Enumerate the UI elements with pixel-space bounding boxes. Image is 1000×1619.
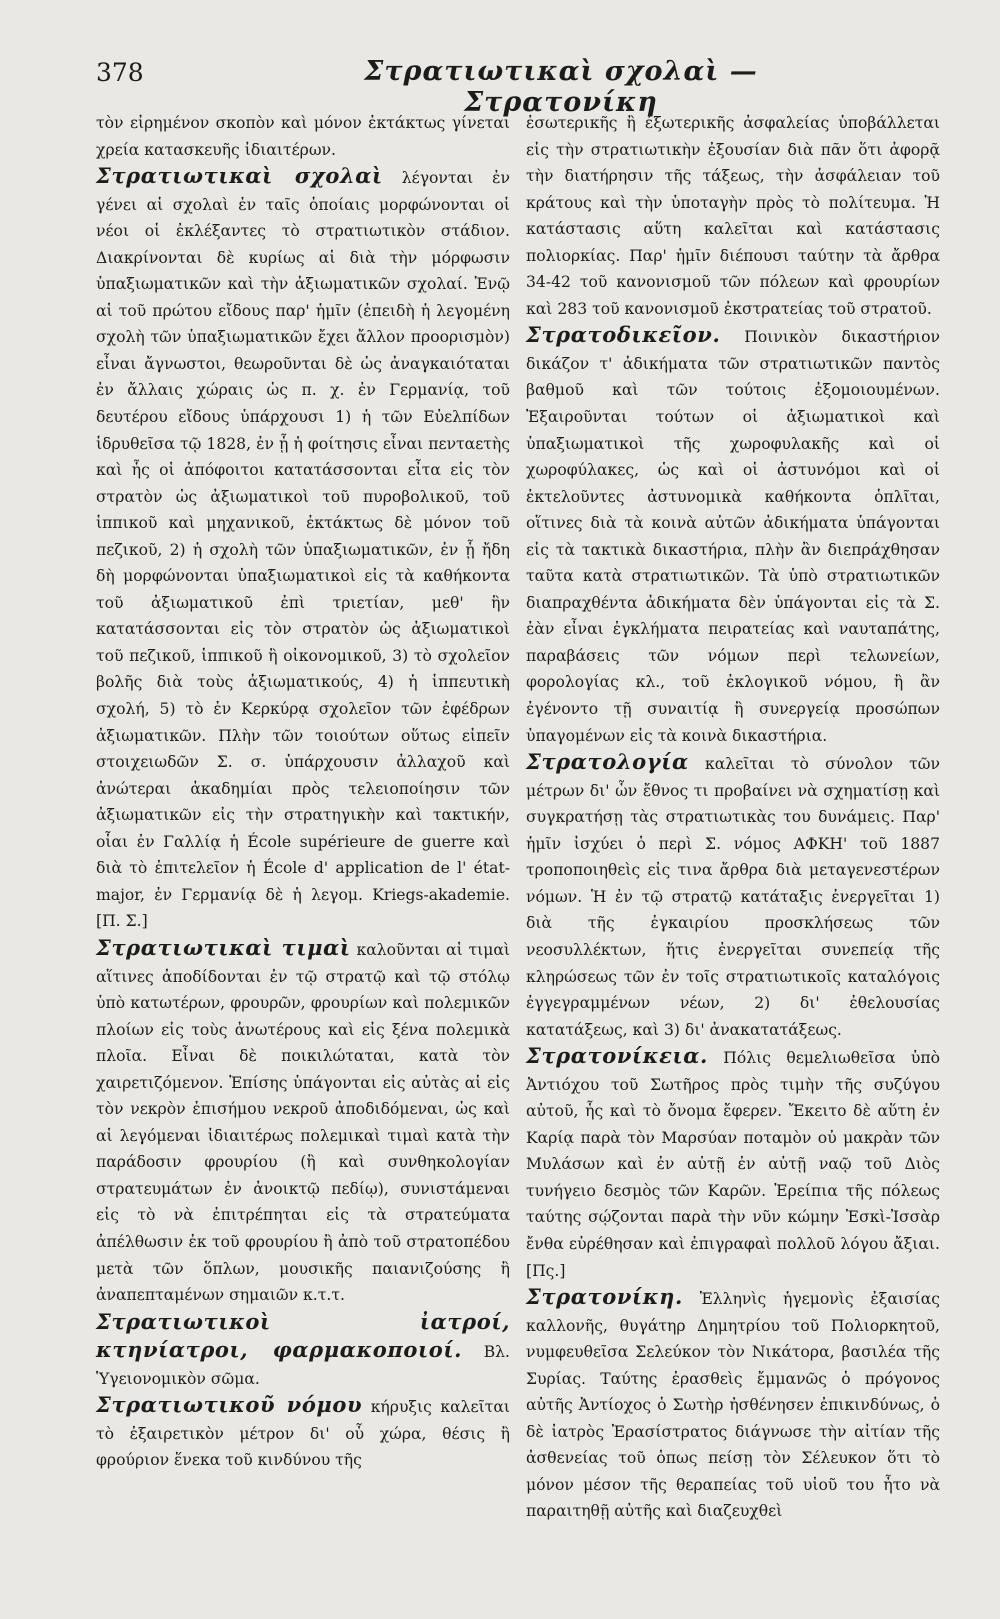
- dictionary-entry: [96, 163, 510, 935]
- entry-body: λέγονται ἐν γένει αἱ σχολαὶ ἐν ταῖς ὁποίαις μορφώνονται οἱ νέοι οἱ ἐκλέξαντες τὸ στρατιωτικὸν στάδιον. Διακρίνονται δὲ κυρίως αἱ διὰ τὴν μόρφωσιν ὑπαξιωματικῶν καὶ τὴν ἀξιωματικῶν σχολαί. Ἐνῷ αἱ τοῦ πρώτου εἴδους παρ' ἡμῖν (ἐπειδὴ ἡ λεγομένη σχολὴ τῶν ὑπαξιωματικῶν ἔχει ἄλλον προορισμὸν) εἶναι ἄγνωστοι, θεωροῦνται δὲ ὡς ἀναγκαιόταται ἐν ἄλλαις χώραις ὡς π. χ. ἐν Γερμανίᾳ, τοῦ δευτέρου εἴδους ὑπάρχουσι 1) ἡ τῶν Εὐελπίδων ἱδρυθεῖσα τῷ 1828, ἐν ᾗ ἡ φοίτησις εἶναι πενταετὴς καὶ ἧς οἱ ἀπόφοιτοι κατατάσσονται εἶτα εἰς τὸν στρατὸν ὡς ἀξιωματικοὶ τοῦ πυροβολικοῦ, τοῦ ἱππικοῦ καὶ μηχανικοῦ, ἐκτάκτως δὲ μόνον τοῦ πεζικοῦ, 2) ἡ σχολὴ τῶν ὑπαξιωματικῶν, ἐν ᾗ ἤδη δὴ μορφώνονται ὑπαξιωματικοὶ εἰς τὰ καθήκοντα τοῦ ἀξιωματικοῦ ἐπὶ τριετίαν, μεθ' ἣν κατατάσσονται εἰς τὸν στρατὸν ὡς ἀξιωματικοὶ τοῦ πεζικοῦ, ἱππικοῦ ἢ οἰκονομικοῦ, 3) τὸ σχολεῖον βολῆς διὰ τοὺς ἀξιωματικούς, 4) ἡ ἱππευτικὴ σχολή, 5) τὸ ἐν Κερκύρᾳ σχολεῖον τῶν ἐφέδρων ἀξιωματικῶν. Πλὴν τῶν τοιούτων οὕτως εἰπεῖν στοιχειωδῶν Σ. σ. ὑπάρχουσιν ἀλλαχοῦ καὶ ἀνώτεραι ἀκαδημίαι πρὸς τελειοποίησιν τῶν ἀξιωματικῶν εἰς τὴν στρατηγικὴν καὶ τακτικήν, οἷαι ἐν Γαλλίᾳ ἡ École supérieure de guerre καὶ διὰ τὸ ἐπιτελεῖον ἡ École d' application de l' état-major, ἐν Γερμανίᾳ δὲ ἡ λεγομ. Kriegs-akademie. [Π. Σ.]: [96, 169, 510, 931]
- entry-headword: Στρατολογία: [526, 749, 689, 775]
- continued-text: [526, 110, 940, 322]
- dictionary-entry: [526, 749, 940, 1043]
- continued-text: [96, 110, 510, 163]
- left-column: [96, 110, 510, 1474]
- entry-body: Πόλις θεμελιωθεῖσα ὑπὸ Ἀντιόχου τοῦ Σωτῆρος πρὸς τιμὴν τῆς συζύγου αὐτοῦ, ἧς καὶ τὸ ὄνομα ἔφερεν. Ἔκειτο δὲ αὕτη ἐν Καρίᾳ παρὰ τὸν Μαρσύαν ποταμὸν οὐ μακρὰν τῶν Μυλάσων καὶ ἐν αὐτῇ ἐν αὐτῇ ναῷ τοῦ Διὸς τυνήγειο δεσμὸς τῶν Καρῶν. Ἐρείπια τῆς πόλεως ταύτης σῴζονται παρὰ τὴν νῦν κώμην Ἐσκὶ-Ἰσσὰρ ἔνθα εὑρέθησαν καὶ ἐπιγραφαὶ πολλοῦ λόγου ἄξιαι. [Πς.]: [526, 1049, 940, 1280]
- entry-body: Ἑλληνὶς ἡγεμονὶς ἐξαισίας καλλονῆς, θυγάτηρ Δημητρίου τοῦ Πολιορκητοῦ, νυμφευθεῖσα Σελεύκον τὸν Νικάτορα, βασιλέα τῆς Συρίας. Ταύτης ἐρασθεὶς ἔμμανῶς ὁ πρόγονος αὐτῆς Ἀντίοχος ὁ Σωτὴρ ἠσθένησεν ἐπικινδύνως, ὁ δὲ ἰατρὸς Ἐρασίστρατος διάγνωσε τὴν αἰτίαν τῆς ἀσθενείας τοῦ ὁπως πείσῃ τὸν Σέλευκον ὅτι τὸ μόνον μέσον τῆς θεραπείας τοῦ υἱοῦ του ἦτο νὰ παραιτηθῇ αὐτῆς καὶ διαζευχθεὶ: [526, 1290, 940, 1521]
- entry-body: καλεῖται τὸ σύνολον τῶν μέτρων δι' ὧν ἔθνος τι προβαίνει νὰ σχηματίσῃ καὶ συγκρατήσῃ τὰς στρατιωτικὰς του δυνάμεις. Παρ' ἡμῖν ἰσχύει ὁ περὶ Σ. νόμος ΑΦΚΗ' τοῦ 1887 τροποποιηθεὶς εἰς τινα ἄρθρα διὰ μεταγενεστέρων νόμων. Ἡ ἐν τῷ στρατῷ κατάταξις ἐνεργεῖται 1) διὰ τῆς ἐγκαιρίου προσκλήσεως τῶν νεοσυλλέκτων, ἥτις ἐνεργεῖται συνεπείᾳ τῆς κληρώσεως τῶν ἐν τοῖς στρατιωτικοῖς καταλόγοις ἐγγεγραμμένων νέων, 2) δι' ἐθελουσίας κατατάξεως, καὶ 3) δι' ἀνακατατάξεως.: [526, 755, 940, 1039]
- dictionary-entry: [96, 1392, 510, 1474]
- entry-headword: Στρατονίκεια.: [526, 1043, 708, 1069]
- entry-headword: Στρατιωτικοῦ νόμου: [96, 1392, 363, 1418]
- entry-headword: Στρατιωτικοὶ ἰατροί, κτηνίατροι, φαρμακοποιοί.: [96, 1308, 510, 1363]
- entry-headword: Στρατιωτικαὶ τιμαὶ: [96, 934, 351, 960]
- page-number: 378: [96, 58, 144, 87]
- entry-body: ἐσωτερικῆς ἢ ἐξωτερικῆς ἀσφαλείας ὑποβάλλεται εἰς τὴν στρατιωτικὴν ἐξουσίαν διὰ πᾶν ὅτι ἀφορᾷ τὴν διατήρησιν τῆς τάξεως, τὴν ἀσφάλειαν τοῦ κράτους καὶ τὴν ὑποταγὴν πρὸς τὸ πολίτευμα. Ἡ κατάστασις αὕτη καλεῖται καὶ κατάστασις πολιορκίας. Παρ' ἡμῖν διέπουσι ταύτην τὰ ἄρθρα 34-42 τοῦ κανονισμοῦ τῶν πόλεων καὶ φρουρίων καὶ 283 τοῦ κανονισμοῦ ἐκστρατείας τοῦ στρατοῦ.: [526, 114, 940, 318]
- entry-body: καλοῦνται αἱ τιμαὶ αἵτινες ἀποδίδονται ἐν τῷ στρατῷ καὶ τῷ στόλῳ ὑπὸ κατωτέρων, φρουρῶν, φρουρίων καὶ πολεμικῶν πλοίων εἰς τοὺς ἀνωτέρους καὶ εἰς ξένα πολεμικὰ πλοῖα. Εἶναι δὲ ποικιλώταται, κατὰ τὸν χαιρετιζόμενον. Ἐπίσης ὑπάγονται εἰς αὐτὰς αἱ εἰς τὸν νεκρὸν ἐπισήμου νεκροῦ ἀποδιδόμεναι, ὡς καὶ αἱ λεγόμεναι ἰδιαιτέρως πολεμικαὶ τιμαὶ κατὰ τὴν παράδοσιν φρουρίου (ἢ καὶ συνθηκολογίαν στρατευμάτων ἐν ἀνοικτῷ πεδίῳ), συνιστάμεναι εἰς τὸ νὰ ἐπιτρέπηται εἰς τὰ στρατεύματα ἀπέλθωσιν ἐκ τοῦ φρουρίου ἢ ἀπὸ τοῦ στρατοπέδου μετὰ τῶν ὅπλων, μουσικῆς παιανιζούσης ἢ ἀναπεπταμένων σημαιῶν κ.τ.τ.: [96, 940, 510, 1305]
- page-header: [96, 56, 940, 118]
- dictionary-entry: [526, 1043, 940, 1284]
- dictionary-entry: [526, 1284, 940, 1525]
- dictionary-entry: [96, 1309, 510, 1393]
- entry-body: κήρυξις καλεῖται τὸ ἐξαιρετικὸν μέτρον δι' οὗ χώρα, θέσις ἢ φρούριον ἕνεκα τοῦ κινδύνου τῆς: [96, 1398, 510, 1470]
- entry-body: Βλ. Ὑγειονομικὸν σῶμα.: [96, 1343, 510, 1388]
- running-title: Στρατιωτικαὶ σχολαὶ — Στρατονίκη: [364, 56, 758, 118]
- entry-headword: Στρατονίκη.: [526, 1284, 683, 1310]
- entry-headword: Στρατιωτικαὶ σχολαὶ: [96, 163, 383, 189]
- entry-body: Ποινικὸν δικαστήριον δικάζον τ' ἀδικήματα τῶν στρατιωτικῶν παντὸς βαθμοῦ καὶ τῶν τούτοις ἐξομοιουμένων. Ἐξαιροῦνται τούτων οἱ ἀξιωματικοὶ καὶ ὑπαξιωματικοὶ τῆς χωροφυλακῆς καὶ οἱ χωροφύλακες, ὡς καὶ οἱ ἀστυνόμοι καὶ οἱ ἐκτελοῦντες ἀστυνομικὰ καθήκοντα ὁπλῖται, οἵτινες διὰ τὰ κοινὰ αὐτῶν ἀδικήματα ὑπάγονται εἰς τὰ τακτικὰ δικαστήρια, πλὴν ἂν διεπράχθησαν ταῦτα κατὰ στρατιωτικῶν. Τὰ ὑπὸ στρατιωτικῶν διαπραχθέντα ἀδικήματα δὲν ὑπάγονται εἰς τὰ Σ. ἐὰν εἶναι ἐγκλήματα πειρατείας καὶ ναυταπάτης, παραβάσεις τῶν νόμων περὶ τελωνείων, φορολογίας κλ., τοῦ ἐκλογικοῦ νόμου, ἢ ἂν ἐγένοντο τῇ συναιτίᾳ ἢ συνεργείᾳ προσώπων ὑπαγομένων εἰς τὰ κοινὰ δικαστήρια.: [526, 328, 940, 745]
- entry-body: τὸν εἰρημένον σκοπὸν καὶ μόνον ἐκτάκτως γίνεται χρεία κατασκευῆς ἰδιαιτέρων.: [96, 114, 510, 159]
- entry-headword: Στρατοδικεῖον.: [526, 322, 721, 348]
- dictionary-entry: [526, 322, 940, 749]
- dictionary-entry: [96, 935, 510, 1309]
- right-column: [526, 110, 940, 1525]
